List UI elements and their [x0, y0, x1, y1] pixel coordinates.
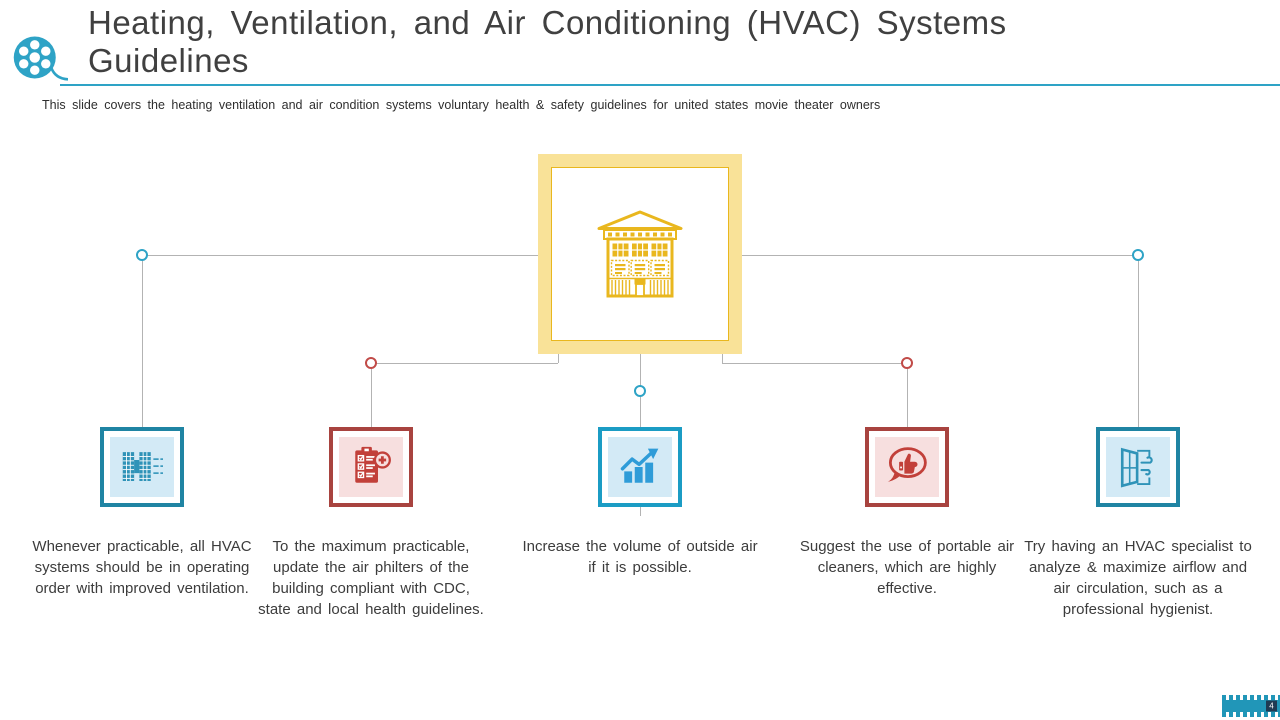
connector-drop-4 [907, 363, 908, 427]
connector-drop-5 [1138, 255, 1139, 427]
item-box-portable-air-cleaners [865, 427, 949, 507]
item-box-fill [110, 437, 174, 497]
node-circle-2 [365, 357, 377, 369]
medical-checklist-icon [343, 439, 399, 495]
item-box-improved-ventilation [100, 427, 184, 507]
connector-drop-2 [371, 363, 372, 427]
hvac-unit-icon [114, 439, 170, 495]
item-text-improved-ventilation: Whenever practicable, all HVAC systems should be in operating order with improved ventilation. [32, 538, 252, 597]
open-window-airflow-icon [1110, 439, 1166, 495]
item-box-fill [339, 437, 403, 497]
page-number: 4 [1266, 701, 1277, 712]
thumbs-up-bubble-icon [879, 439, 935, 495]
item-text-increase-outside-air: Increase the volume of outside air if it is possible. [522, 538, 758, 576]
connector-left-inner [371, 363, 558, 364]
connector-left-top [142, 255, 538, 256]
center-highlight-frame [538, 154, 742, 354]
item-text-update-air-filters: To the maximum practicable, update the air philters of the building compliant with CDC, state and local health guidelines. [258, 538, 484, 618]
connector-right-inner [722, 363, 907, 364]
center-inner-panel [551, 167, 729, 341]
item-box-update-air-filters [329, 427, 413, 507]
increase-chart-icon [612, 439, 668, 495]
film-strip-icon [1222, 695, 1280, 717]
node-circle-3 [634, 385, 646, 397]
connector-tail-3 [640, 507, 641, 516]
slide-subtitle: This slide covers the heating ventilation and air condition systems voluntary health & safety guidelines for united states movie theater owners [42, 98, 881, 112]
theater-building-icon [592, 206, 688, 302]
film-strip-perforation-bottom [1222, 712, 1280, 717]
connector-right-top [742, 255, 1138, 256]
node-circle-1 [136, 249, 148, 261]
item-box-increase-outside-air [598, 427, 682, 507]
connector-right-stub [722, 354, 723, 363]
item-box-fill [875, 437, 939, 497]
slide-title: Heating, Ventilation, and Air Conditioning (HVAC) Systems Guidelines [88, 4, 1007, 79]
title-divider [60, 84, 1280, 86]
film-strip-band [1222, 700, 1280, 712]
item-box-fill [1106, 437, 1170, 497]
connector-drop-1 [142, 255, 143, 427]
item-box-hvac-specialist [1096, 427, 1180, 507]
item-box-fill [608, 437, 672, 497]
item-text-portable-air-cleaners: Suggest the use of portable air cleaners, which are highly effective. [799, 538, 1015, 597]
item-text-hvac-specialist: Try having an HVAC specialist to analyze & maximize airflow and air circulation, such as a professional hygienist. [1024, 538, 1252, 618]
node-circle-5 [1132, 249, 1144, 261]
connector-left-stub [558, 354, 559, 363]
film-reel-icon [12, 32, 68, 90]
node-circle-4 [901, 357, 913, 369]
